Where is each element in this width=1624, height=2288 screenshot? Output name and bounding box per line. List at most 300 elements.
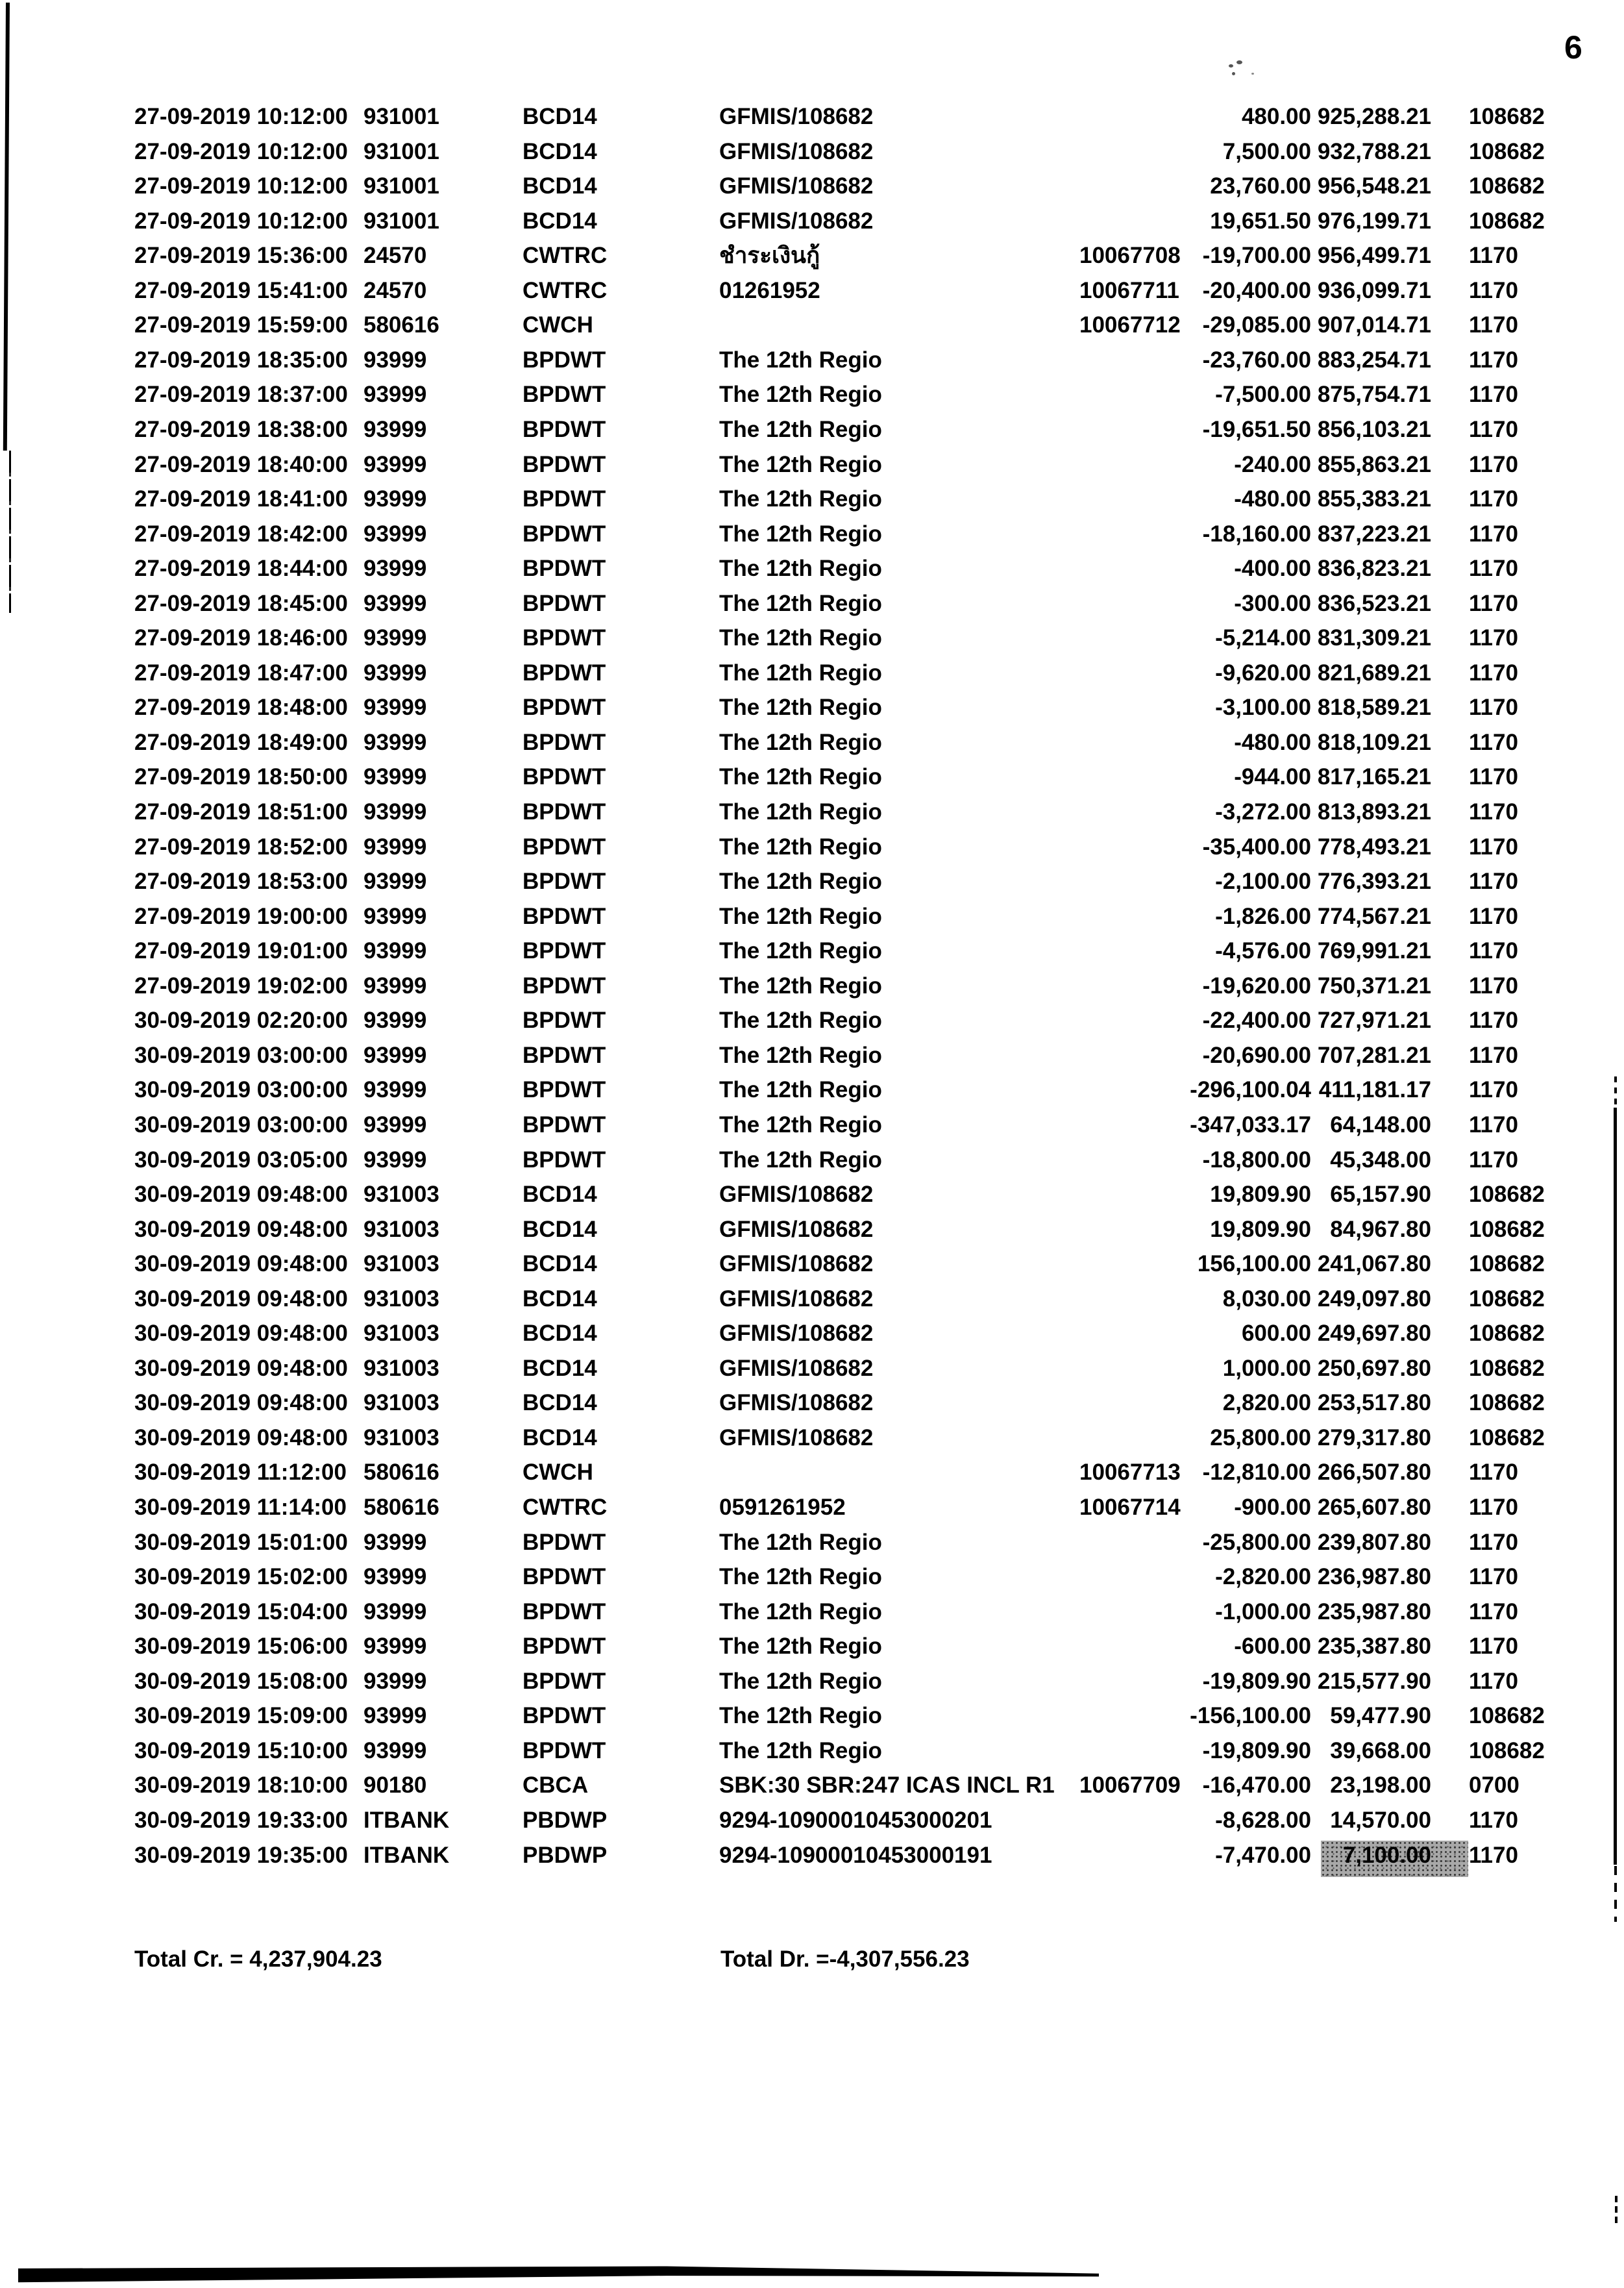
cell-account: 93999 (363, 556, 427, 582)
cell-branch: 108682 (1469, 138, 1545, 164)
cell-type: BPDWT (523, 1737, 606, 1763)
cell-account: 93999 (363, 1737, 427, 1763)
table-row (0, 551, 1624, 586)
cell-type: BCD14 (523, 1355, 597, 1381)
cell-balance: 39,668.00 (1330, 1737, 1431, 1763)
cell-type: BPDWT (523, 973, 606, 999)
cell-branch: 108682 (1469, 1216, 1545, 1242)
cell-datetime: 27-09-2019 18:48:00 (134, 695, 348, 721)
cell-branch: 1170 (1469, 903, 1518, 929)
cell-type: BPDWT (523, 1564, 606, 1590)
cell-description: The 12th Regio (719, 869, 882, 895)
table-row (0, 1143, 1624, 1178)
cell-balance: 253,517.80 (1317, 1390, 1431, 1416)
cell-datetime: 30-09-2019 15:09:00 (134, 1703, 348, 1729)
cell-branch: 1170 (1469, 973, 1518, 999)
scan-artifact-bottom-bar (18, 2266, 1099, 2283)
cell-amount: -944.00 (1234, 764, 1311, 790)
cell-balance: 279,317.80 (1317, 1424, 1431, 1450)
cell-branch: 1170 (1469, 834, 1518, 860)
cell-description: The 12th Regio (719, 1598, 882, 1624)
cell-amount: 480.00 (1241, 104, 1311, 129)
cell-account: ITBANK (363, 1842, 450, 1868)
cell-branch: 1170 (1469, 1668, 1518, 1694)
cell-amount: -1,000.00 (1215, 1598, 1311, 1624)
cell-branch: 1170 (1469, 1598, 1518, 1624)
cell-account: 93999 (363, 1042, 427, 1068)
cell-account: 93999 (363, 869, 427, 895)
cell-datetime: 30-09-2019 09:48:00 (134, 1390, 348, 1416)
cell-amount: -347,033.17 (1190, 1112, 1311, 1138)
table-row (0, 830, 1624, 865)
cell-description: GFMIS/108682 (719, 1355, 874, 1381)
cell-account: 93999 (363, 347, 427, 373)
cell-branch: 1170 (1469, 1529, 1518, 1555)
cell-account: 931001 (363, 104, 439, 129)
cell-description: 9294-10900010453000191 (719, 1842, 992, 1868)
cell-balance: 249,097.80 (1317, 1286, 1431, 1312)
cell-amount: 19,651.50 (1210, 208, 1311, 234)
table-row (0, 482, 1624, 517)
cell-branch: 108682 (1469, 1355, 1545, 1381)
table-row (0, 517, 1624, 552)
cell-balance: 727,971.21 (1317, 1008, 1431, 1034)
cell-description: ชำระเงินกู้ (719, 243, 820, 269)
cell-balance: 84,967.80 (1330, 1216, 1431, 1242)
cell-account: 931003 (363, 1216, 439, 1242)
scan-artifact-right-line-top (1614, 1076, 1617, 1109)
cell-branch: 108682 (1469, 104, 1545, 129)
cell-account: 931003 (363, 1424, 439, 1450)
cell-balance: 855,863.21 (1317, 451, 1431, 477)
cell-amount: 25,800.00 (1210, 1424, 1311, 1450)
cell-reference: 10067712 (1079, 312, 1181, 338)
cell-balance: 249,697.80 (1317, 1321, 1431, 1347)
cell-balance: 14,570.00 (1330, 1807, 1431, 1833)
cell-datetime: 27-09-2019 19:01:00 (134, 938, 348, 964)
scan-artifact-right-line-bottom (1615, 2196, 1618, 2226)
table-row (0, 1490, 1624, 1525)
cell-account: 24570 (363, 243, 427, 269)
cell-amount: -300.00 (1234, 590, 1311, 616)
cell-description: GFMIS/108682 (719, 173, 874, 199)
cell-amount: 19,809.90 (1210, 1182, 1311, 1208)
cell-amount: 2,820.00 (1222, 1390, 1311, 1416)
cell-branch: 108682 (1469, 1390, 1545, 1416)
cell-branch: 1170 (1469, 729, 1518, 755)
cell-type: CWCH (523, 1460, 593, 1486)
cell-balance: 855,383.21 (1317, 486, 1431, 512)
cell-balance: 875,754.71 (1317, 382, 1431, 408)
cell-branch: 1170 (1469, 1842, 1518, 1868)
cell-description: SBK:30 SBR:247 ICAS INCL R1 (719, 1772, 1055, 1798)
cell-type: PBDWP (523, 1842, 608, 1868)
cell-balance: 774,567.21 (1317, 903, 1431, 929)
table-row (0, 1560, 1624, 1595)
cell-balance: 411,181.17 (1318, 1077, 1431, 1103)
table-row (0, 690, 1624, 725)
cell-type: BPDWT (523, 869, 606, 895)
table-row (0, 934, 1624, 969)
table-row (0, 1351, 1624, 1386)
table-row (0, 1177, 1624, 1212)
cell-amount: -18,160.00 (1202, 521, 1311, 547)
scan-artifact-left-line-tail (9, 451, 11, 613)
table-row (0, 1525, 1624, 1560)
cell-balance: 236,987.80 (1317, 1564, 1431, 1590)
cell-account: 90180 (363, 1772, 427, 1798)
cell-type: BCD14 (523, 104, 597, 129)
cell-type: BCD14 (523, 173, 597, 199)
cell-balance: 59,477.90 (1330, 1703, 1431, 1729)
cell-account: 93999 (363, 764, 427, 790)
cell-account: 931003 (363, 1355, 439, 1381)
cell-description: The 12th Regio (719, 1529, 882, 1555)
cell-description: The 12th Regio (719, 729, 882, 755)
table-row (0, 795, 1624, 830)
table-row (0, 1595, 1624, 1630)
cell-type: CWTRC (523, 243, 608, 269)
cell-type: BCD14 (523, 1182, 597, 1208)
cell-description: The 12th Regio (719, 1564, 882, 1590)
table-row (0, 1734, 1624, 1769)
cell-type: CWCH (523, 312, 593, 338)
cell-datetime: 30-09-2019 15:08:00 (134, 1668, 348, 1694)
table-row (0, 1316, 1624, 1351)
cell-account: 931003 (363, 1182, 439, 1208)
cell-type: BPDWT (523, 416, 606, 442)
cell-balance: 241,067.80 (1317, 1251, 1431, 1277)
cell-type: BCD14 (523, 1216, 597, 1242)
cell-branch: 1170 (1469, 382, 1518, 408)
cell-amount: -35,400.00 (1202, 834, 1311, 860)
cell-datetime: 30-09-2019 03:05:00 (134, 1147, 348, 1173)
cell-type: PBDWP (523, 1807, 608, 1833)
cell-account: 93999 (363, 382, 427, 408)
cell-balance: 956,499.71 (1317, 243, 1431, 269)
cell-type: BCD14 (523, 1424, 597, 1450)
cell-datetime: 30-09-2019 09:48:00 (134, 1182, 348, 1208)
table-row (0, 1247, 1624, 1282)
ink-smudge (1251, 73, 1254, 75)
cell-account: 931001 (363, 173, 439, 199)
ink-smudge (1236, 60, 1242, 64)
cell-datetime: 27-09-2019 15:36:00 (134, 243, 348, 269)
cell-description: The 12th Regio (719, 799, 882, 825)
cell-account: 93999 (363, 486, 427, 512)
table-row (0, 760, 1624, 795)
table-row (0, 621, 1624, 656)
cell-type: CWTRC (523, 277, 608, 303)
cell-account: 931003 (363, 1251, 439, 1277)
cell-datetime: 27-09-2019 18:53:00 (134, 869, 348, 895)
cell-balance: 925,288.21 (1317, 104, 1431, 129)
table-row (0, 204, 1624, 239)
cell-type: BPDWT (523, 695, 606, 721)
cell-branch: 1170 (1469, 764, 1518, 790)
cell-description: The 12th Regio (719, 347, 882, 373)
cell-balance: 821,689.21 (1317, 660, 1431, 686)
table-row (0, 343, 1624, 378)
cell-description: The 12th Regio (719, 1703, 882, 1729)
table-row (0, 169, 1624, 204)
table-row (0, 134, 1624, 169)
cell-datetime: 30-09-2019 18:10:00 (134, 1772, 348, 1798)
cell-amount: -2,820.00 (1215, 1564, 1311, 1590)
cell-balance: 813,893.21 (1317, 799, 1431, 825)
cell-datetime: 27-09-2019 18:44:00 (134, 556, 348, 582)
cell-type: BCD14 (523, 1390, 597, 1416)
table-row (0, 864, 1624, 899)
cell-datetime: 27-09-2019 15:59:00 (134, 312, 348, 338)
cell-amount: -16,470.00 (1202, 1772, 1311, 1798)
table-row (0, 586, 1624, 621)
cell-amount: -19,809.90 (1202, 1668, 1311, 1694)
cell-type: BPDWT (523, 1077, 606, 1103)
cell-description: The 12th Regio (719, 416, 882, 442)
cell-balance: 235,987.80 (1317, 1598, 1431, 1624)
cell-branch: 1170 (1469, 799, 1518, 825)
cell-type: BPDWT (523, 1529, 606, 1555)
cell-branch: 1170 (1469, 277, 1518, 303)
cell-balance: 266,507.80 (1317, 1460, 1431, 1486)
cell-datetime: 27-09-2019 18:37:00 (134, 382, 348, 408)
page-number: 6 (1564, 29, 1582, 66)
cell-description: The 12th Regio (719, 1147, 882, 1173)
cell-description: 9294-10900010453000201 (719, 1807, 992, 1833)
cell-balance: 250,697.80 (1317, 1355, 1431, 1381)
cell-description: GFMIS/108682 (719, 138, 874, 164)
cell-type: BPDWT (523, 625, 606, 651)
cell-datetime: 27-09-2019 18:41:00 (134, 486, 348, 512)
cell-balance: 23,198.00 (1330, 1772, 1431, 1798)
cell-amount: 1,000.00 (1222, 1355, 1311, 1381)
cell-account: 93999 (363, 451, 427, 477)
cell-branch: 1170 (1469, 556, 1518, 582)
cell-type: BPDWT (523, 486, 606, 512)
cell-balance: 65,157.90 (1330, 1182, 1431, 1208)
cell-account: 93999 (363, 521, 427, 547)
cell-description: The 12th Regio (719, 695, 882, 721)
cell-account: 93999 (363, 938, 427, 964)
cell-branch: 1170 (1469, 451, 1518, 477)
table-row (0, 308, 1624, 343)
table-row (0, 447, 1624, 482)
table-row (0, 1003, 1624, 1038)
cell-balance: 215,577.90 (1317, 1668, 1431, 1694)
table-row (0, 1698, 1624, 1734)
table-row (0, 1421, 1624, 1456)
cell-type: BPDWT (523, 1042, 606, 1068)
cell-datetime: 27-09-2019 18:35:00 (134, 347, 348, 373)
cell-branch: 108682 (1469, 1251, 1545, 1277)
cell-account: 931003 (363, 1390, 439, 1416)
cell-type: BPDWT (523, 1598, 606, 1624)
cell-type: BCD14 (523, 1286, 597, 1312)
cell-balance: 883,254.71 (1317, 347, 1431, 373)
cell-balance: 837,223.21 (1317, 521, 1431, 547)
cell-reference: 10067713 (1079, 1460, 1181, 1486)
cell-type: BPDWT (523, 451, 606, 477)
cell-balance: 776,393.21 (1317, 869, 1431, 895)
cell-amount: -20,690.00 (1202, 1042, 1311, 1068)
cell-type: BPDWT (523, 1112, 606, 1138)
cell-type: BPDWT (523, 521, 606, 547)
table-row (0, 1282, 1624, 1317)
total-credit: Total Cr. = 4,237,904.23 (134, 1946, 382, 1972)
cell-branch: 1170 (1469, 1042, 1518, 1068)
cell-type: BPDWT (523, 938, 606, 964)
cell-datetime: 30-09-2019 19:35:00 (134, 1842, 348, 1868)
table-row (0, 725, 1624, 760)
cell-type: CWTRC (523, 1495, 608, 1520)
cell-description: 01261952 (719, 277, 820, 303)
cell-amount: -3,272.00 (1215, 799, 1311, 825)
cell-balance: 976,199.71 (1317, 208, 1431, 234)
cell-account: 93999 (363, 695, 427, 721)
cell-amount: 8,030.00 (1222, 1286, 1311, 1312)
cell-amount: -296,100.04 (1190, 1077, 1311, 1103)
table-row (0, 1664, 1624, 1699)
cell-amount: -156,100.00 (1190, 1703, 1311, 1729)
cell-type: BPDWT (523, 1147, 606, 1173)
cell-type: BPDWT (523, 382, 606, 408)
cell-branch: 1170 (1469, 1147, 1518, 1173)
cell-amount: 23,760.00 (1210, 173, 1311, 199)
cell-branch: 1170 (1469, 660, 1518, 686)
cell-amount: -8,628.00 (1215, 1807, 1311, 1833)
cell-balance: 856,103.21 (1317, 416, 1431, 442)
cell-amount: -7,500.00 (1215, 382, 1311, 408)
cell-datetime: 27-09-2019 18:51:00 (134, 799, 348, 825)
cell-datetime: 30-09-2019 09:48:00 (134, 1321, 348, 1347)
cell-amount: -3,100.00 (1215, 695, 1311, 721)
cell-account: 93999 (363, 973, 427, 999)
cell-description: GFMIS/108682 (719, 1182, 874, 1208)
table-row (0, 377, 1624, 412)
cell-amount: -400.00 (1234, 556, 1311, 582)
cell-datetime: 27-09-2019 10:12:00 (134, 208, 348, 234)
cell-amount: -19,809.90 (1202, 1737, 1311, 1763)
cell-amount: 19,809.90 (1210, 1216, 1311, 1242)
cell-description: The 12th Regio (719, 590, 882, 616)
cell-branch: 108682 (1469, 1424, 1545, 1450)
table-row (0, 1629, 1624, 1664)
cell-datetime: 30-09-2019 02:20:00 (134, 1008, 348, 1034)
cell-amount: -480.00 (1234, 729, 1311, 755)
cell-amount: -19,620.00 (1202, 973, 1311, 999)
cell-balance: 818,109.21 (1317, 729, 1431, 755)
table-row (0, 273, 1624, 308)
cell-account: 93999 (363, 1008, 427, 1034)
cell-account: 931003 (363, 1321, 439, 1347)
cell-datetime: 30-09-2019 15:01:00 (134, 1529, 348, 1555)
table-row (0, 238, 1624, 273)
cell-description: The 12th Regio (719, 451, 882, 477)
table-row (0, 656, 1624, 691)
cell-balance: 836,523.21 (1317, 590, 1431, 616)
ink-smudge (1229, 64, 1233, 68)
cell-datetime: 30-09-2019 15:06:00 (134, 1634, 348, 1660)
table-row (0, 1108, 1624, 1143)
cell-amount: -23,760.00 (1202, 347, 1311, 373)
total-debit: Total Dr. =-4,307,556.23 (720, 1946, 970, 1972)
cell-branch: 1170 (1469, 1077, 1518, 1103)
cell-description: The 12th Regio (719, 521, 882, 547)
cell-description: GFMIS/108682 (719, 1321, 874, 1347)
cell-datetime: 27-09-2019 18:47:00 (134, 660, 348, 686)
cell-account: 931001 (363, 208, 439, 234)
cell-datetime: 27-09-2019 15:41:00 (134, 277, 348, 303)
cell-description: The 12th Regio (719, 660, 882, 686)
cell-description: The 12th Regio (719, 382, 882, 408)
cell-balance: 707,281.21 (1317, 1042, 1431, 1068)
cell-datetime: 30-09-2019 09:48:00 (134, 1251, 348, 1277)
cell-account: 580616 (363, 1460, 439, 1486)
cell-amount: -19,700.00 (1202, 243, 1311, 269)
cell-amount: -25,800.00 (1202, 1529, 1311, 1555)
table-row (0, 1038, 1624, 1073)
cell-amount: -900.00 (1234, 1495, 1311, 1520)
cell-account: 93999 (363, 416, 427, 442)
cell-datetime: 30-09-2019 03:00:00 (134, 1042, 348, 1068)
cell-amount: -12,810.00 (1202, 1460, 1311, 1486)
cell-description: The 12th Regio (719, 625, 882, 651)
cell-datetime: 30-09-2019 03:00:00 (134, 1112, 348, 1138)
cell-type: BPDWT (523, 590, 606, 616)
cell-account: 93999 (363, 1529, 427, 1555)
scan-artifact-right-line-dashes (1614, 1866, 1617, 1922)
cell-description: The 12th Regio (719, 903, 882, 929)
cell-datetime: 27-09-2019 18:38:00 (134, 416, 348, 442)
cell-account: 93999 (363, 1598, 427, 1624)
cell-type: BCD14 (523, 1251, 597, 1277)
cell-amount: -5,214.00 (1215, 625, 1311, 651)
cell-account: 93999 (363, 1147, 427, 1173)
cell-type: BPDWT (523, 903, 606, 929)
cell-branch: 1170 (1469, 869, 1518, 895)
table-row (0, 1386, 1624, 1421)
cell-type: BPDWT (523, 556, 606, 582)
cell-balance: 932,788.21 (1317, 138, 1431, 164)
cell-amount: -2,100.00 (1215, 869, 1311, 895)
cell-account: 93999 (363, 799, 427, 825)
cell-balance: 956,548.21 (1317, 173, 1431, 199)
cell-datetime: 27-09-2019 18:40:00 (134, 451, 348, 477)
cell-account: 93999 (363, 1668, 427, 1694)
cell-account: 580616 (363, 1495, 439, 1520)
cell-datetime: 27-09-2019 18:49:00 (134, 729, 348, 755)
cell-branch: 1170 (1469, 1807, 1518, 1833)
cell-branch: 1170 (1469, 1460, 1518, 1486)
cell-description: The 12th Regio (719, 834, 882, 860)
cell-balance: 836,823.21 (1317, 556, 1431, 582)
cell-datetime: 27-09-2019 18:52:00 (134, 834, 348, 860)
cell-datetime: 30-09-2019 03:00:00 (134, 1077, 348, 1103)
cell-balance: 64,148.00 (1330, 1112, 1431, 1138)
ink-smudge (1232, 72, 1235, 75)
cell-account: 93999 (363, 1564, 427, 1590)
cell-datetime: 30-09-2019 09:48:00 (134, 1216, 348, 1242)
cell-datetime: 30-09-2019 15:04:00 (134, 1598, 348, 1624)
cell-branch: 1170 (1469, 347, 1518, 373)
cell-branch: 108682 (1469, 1703, 1545, 1729)
cell-balance: 936,099.71 (1317, 277, 1431, 303)
cell-datetime: 30-09-2019 09:48:00 (134, 1424, 348, 1450)
cell-amount: -7,470.00 (1215, 1842, 1311, 1868)
cell-reference: 10067709 (1079, 1772, 1181, 1798)
cell-datetime: 30-09-2019 09:48:00 (134, 1355, 348, 1381)
